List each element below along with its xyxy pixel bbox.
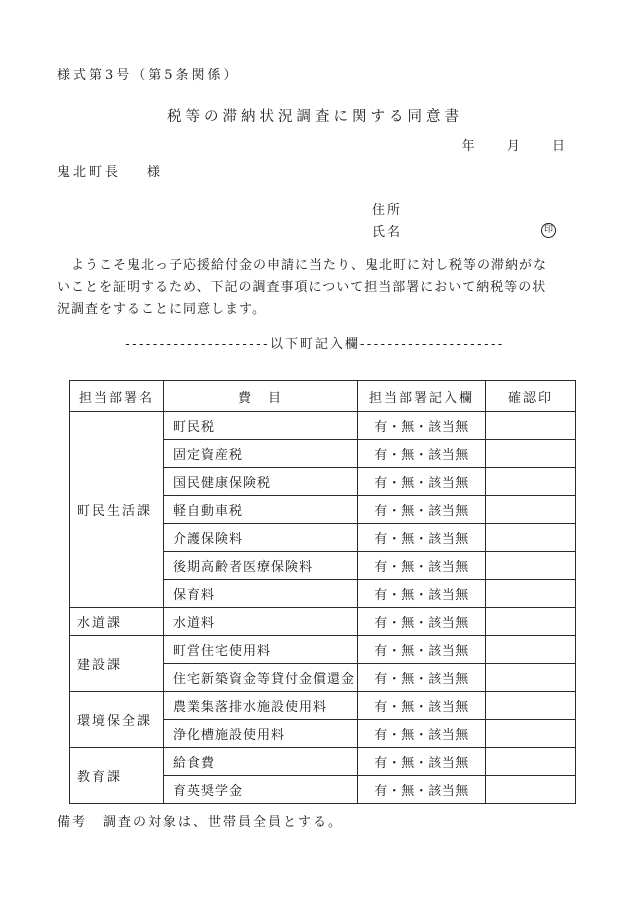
separator-dashes-right: --------------------- xyxy=(360,337,505,352)
paragraph-line: 況調査をすることに同意します。 xyxy=(57,302,266,317)
addressee-line xyxy=(57,161,573,180)
fee-item-cell: 国民健康保険税 xyxy=(164,468,358,496)
table-row xyxy=(70,748,576,776)
fee-item-cell: 介護保険料 xyxy=(164,524,358,552)
confirm-seal-cell xyxy=(486,552,576,580)
fee-item-cell: 農業集落排水施設使用料 xyxy=(164,692,358,720)
confirm-seal-cell xyxy=(486,664,576,692)
fee-item-cell: 後期高齢者医療保険料 xyxy=(164,552,358,580)
status-options-cell: 有・無・該当無 xyxy=(358,468,486,496)
department-cell: 町民生活課 xyxy=(70,412,164,608)
name-row xyxy=(372,219,556,241)
confirm-seal-cell xyxy=(486,468,576,496)
paragraph-line: ようこそ鬼北っ子応援給付金の申請に当たり、鬼北町に対し税等の滞納がな xyxy=(57,258,548,273)
table-row xyxy=(70,608,576,636)
confirm-seal-cell xyxy=(486,692,576,720)
confirm-seal-cell xyxy=(486,720,576,748)
status-options-cell: 有・無・該当無 xyxy=(358,412,486,440)
remarks-text: 調査の対象は、世帯員全員とする。 xyxy=(103,815,344,830)
fee-item-cell: 浄化槽施設使用料 xyxy=(164,720,358,748)
confirm-seal-cell xyxy=(486,776,576,804)
header-department: 担当部署名 xyxy=(70,381,164,412)
header-fee-item: 費 目 xyxy=(164,381,358,412)
remarks-label: 備考 xyxy=(57,815,88,830)
status-options-cell: 有・無・該当無 xyxy=(358,552,486,580)
form-number: 様式第3号（第5条関係） xyxy=(57,68,240,83)
header-entry-column: 担当部署記入欄 xyxy=(358,381,486,412)
consent-paragraph xyxy=(57,255,573,321)
status-options-cell: 有・無・該当無 xyxy=(358,608,486,636)
fee-item-cell: 給食費 xyxy=(164,748,358,776)
address-row xyxy=(372,197,556,219)
consent-table-header xyxy=(70,381,576,412)
town-entry-separator xyxy=(57,333,573,352)
department-cell: 水道課 xyxy=(70,608,164,636)
status-options-cell: 有・無・該当無 xyxy=(358,580,486,608)
fee-item-cell: 育英奨学金 xyxy=(164,776,358,804)
fee-item-cell: 保育料 xyxy=(164,580,358,608)
table-row xyxy=(70,412,576,440)
fee-item-cell: 住宅新築資金等貸付金償還金 xyxy=(164,664,358,692)
department-cell: 環境保全課 xyxy=(70,692,164,748)
fee-item-cell: 町営住宅使用料 xyxy=(164,636,358,664)
department-cell: 建設課 xyxy=(70,636,164,692)
document-title: 税等の滞納状況調査に関する同意書 xyxy=(167,109,463,125)
date-year-label: 年 xyxy=(461,139,475,154)
confirm-seal-cell xyxy=(486,412,576,440)
confirm-seal-cell xyxy=(486,748,576,776)
header-confirm-seal: 確認印 xyxy=(486,381,576,412)
address-name-block xyxy=(372,197,556,241)
status-options-cell: 有・無・該当無 xyxy=(358,776,486,804)
fee-item-cell: 固定資産税 xyxy=(164,440,358,468)
status-options-cell: 有・無・該当無 xyxy=(358,496,486,524)
paragraph-line: いことを証明するため、下記の調査事項について担当部署において納税等の状 xyxy=(57,280,547,295)
header-row xyxy=(70,381,576,412)
status-options-cell: 有・無・該当無 xyxy=(358,636,486,664)
consent-table-body xyxy=(70,412,576,804)
status-options-cell: 有・無・該当無 xyxy=(358,440,486,468)
separator-label: 以下町記入欄 xyxy=(269,337,360,352)
fee-item-cell: 水道料 xyxy=(164,608,358,636)
status-options-cell: 有・無・該当無 xyxy=(358,664,486,692)
confirm-seal-cell xyxy=(486,440,576,468)
name-label: 氏名 xyxy=(372,224,403,240)
addressee-honorific: 様 xyxy=(147,165,164,180)
status-options-cell: 有・無・該当無 xyxy=(358,720,486,748)
date-day-label: 日 xyxy=(551,139,565,154)
confirm-seal-cell xyxy=(486,580,576,608)
confirm-seal-cell xyxy=(486,608,576,636)
address-label: 住所 xyxy=(372,202,403,218)
separator-dashes-left: --------------------- xyxy=(125,337,270,352)
date-month-label: 月 xyxy=(506,139,520,154)
consent-table xyxy=(69,380,576,804)
fee-item-cell: 軽自動車税 xyxy=(164,496,358,524)
status-options-cell: 有・無・該当無 xyxy=(358,692,486,720)
seal-icon: 印 xyxy=(541,223,556,238)
date-line xyxy=(57,135,573,154)
confirm-seal-cell xyxy=(486,524,576,552)
remarks-note xyxy=(57,811,573,830)
table-row xyxy=(70,636,576,664)
confirm-seal-cell xyxy=(486,496,576,524)
addressee-name: 鬼北町長 xyxy=(57,165,122,180)
fee-item-cell: 町民税 xyxy=(164,412,358,440)
confirm-seal-cell xyxy=(486,636,576,664)
status-options-cell: 有・無・該当無 xyxy=(358,524,486,552)
status-options-cell: 有・無・該当無 xyxy=(358,748,486,776)
department-cell: 教育課 xyxy=(70,748,164,804)
table-row xyxy=(70,692,576,720)
